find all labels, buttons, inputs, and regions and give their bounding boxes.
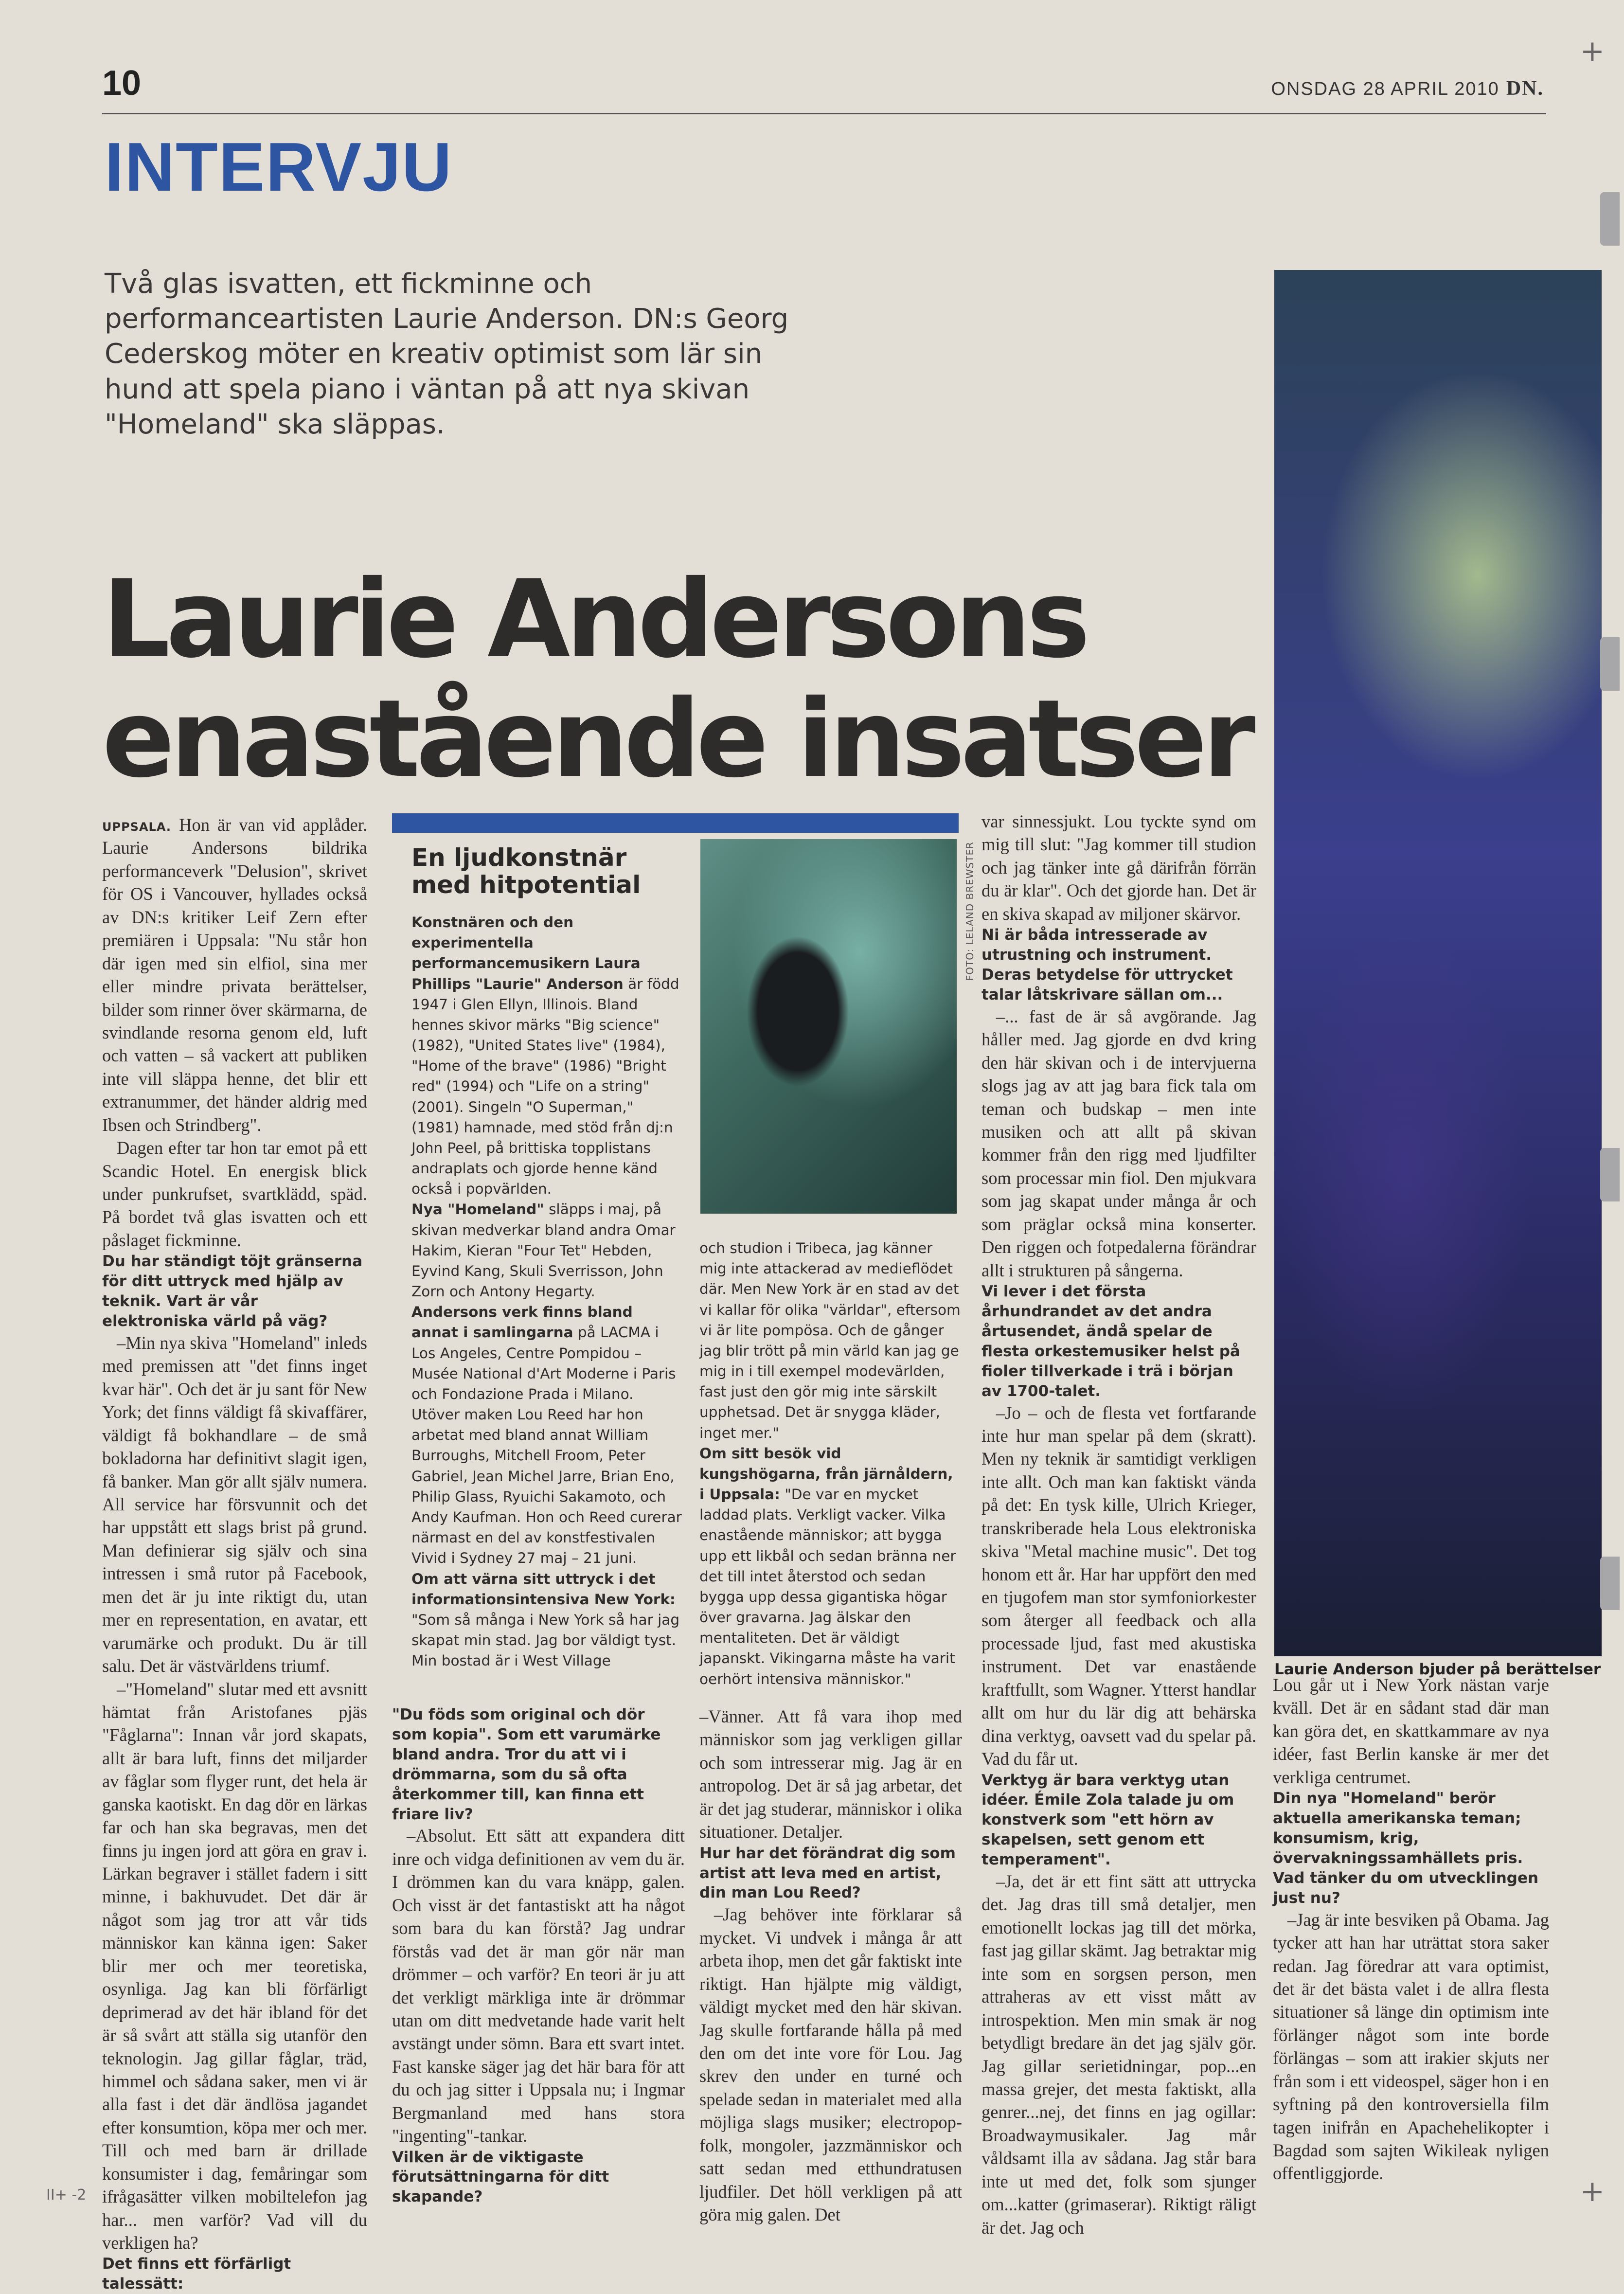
- interview-question: Vilken är de viktigaste förutsättningarna för ditt skapande?: [392, 2148, 609, 2206]
- hero-photo: [1274, 270, 1602, 1656]
- factbox-paragraph: [699, 1443, 962, 1689]
- factbox-text: och studion i Tribeca, jag känner mig inte attackerad av medieflödet där. Men New York är en stad av det vi kallar för olika "världar", eftersom vi är lite pompösa. Och de gånger jag blir trött på min värld kan jag ge mig in i till exempel modevärlden, fast just den gör mig inte särskilt upphetsad. Det är snygga kläder, inget mer.": [699, 1240, 961, 1441]
- factbox-continuation: [699, 1238, 962, 1689]
- factbox-paragraph: [411, 1199, 684, 1302]
- issue-date: ONSDAG 28 APRIL 2010: [1271, 79, 1499, 99]
- article-column-1: [102, 813, 367, 2294]
- edge-tab: [1600, 192, 1620, 246]
- article-dateline: UPPSALA.: [102, 820, 179, 834]
- edge-tab: [1600, 637, 1620, 691]
- article-paragraph: var sinnessjukt. Lou tyckte synd om mig till slut: "Jag kommer till studion och jag tänker inte gå därifrån förrän du är klar". Och det gjorde han. Det är en skiva skapad av miljoner skärvor.: [982, 811, 1256, 924]
- factbox-lead: Konstnären och den experimentella performancemusikern Laura Phillips "Laurie" Anderson: [411, 914, 641, 992]
- article-paragraph: –Min nya skiva "Homeland" inleds med premissen att "det finns inget kvar här". Och det är ju sant för New York; det finns väldigt få skivaffärer, väldigt få bokhandlare – de små bokladorna har definitivt slagit igen, få banker. Man gör allt själv numera. All service har försvunnit och det har uppstått ett slags brist på grund. Man definierar sig själv och sina intressen i små rutor på Facebook, men det är ju inte riktigt du, utan mer en representation, en avatar, ett varumärke och produkt. Du är till salu. Det är västvärldens triumf.: [102, 1332, 367, 1676]
- section-label: INTERVJU: [105, 128, 453, 206]
- factbox-text: släpps i maj, på skivan medverkar bland andra Omar Hakim, Kieran "Four Tet" Hebden, Eyvind Kang, Skuli Sverrisson, John Zorn och Antony Hegarty.: [411, 1201, 676, 1300]
- inset-photo: [700, 839, 957, 1214]
- interview-question: Din nya "Homeland" berör aktuella amerikanska teman; konsumism, krig, övervakningssamhällets pris. Vad tänker du om utvecklingen just nu?: [1273, 1790, 1539, 1907]
- edge-tab: [1600, 1148, 1620, 1201]
- interview-question: Du har ständigt töjt gränserna för ditt uttryck med hjälp av teknik. Vart är vår elektroniska värld på väg?: [102, 1253, 363, 1330]
- factbox-bar: [392, 813, 959, 833]
- crop-mark-top: +: [1580, 34, 1605, 68]
- interview-question: Verktyg är bara verktyg utan idéer. Émile Zola talade ju om konstverk som "ett hörn av skapelsen, sett genom ett temperament".: [982, 1771, 1234, 1869]
- factbox-lead: Om att värna sitt uttryck i det informationsintensiva New York:: [411, 1570, 676, 1608]
- factbox-lead: Om sitt besök vid kungshögarna, från järnåldern, i Uppsala:: [699, 1445, 953, 1503]
- factbox-text: "De var en mycket laddad plats. Verkligt vacker. Vilka enastående människor; att bygga upp ett likbål och sedan bränna ner det till intet återstod och sedan bygga upp dessa gigantiska högar över gravarna. Jag älskar den mentaliteten. Det är väldigt japanskt. Vikingarna måste ha varit oerhört intensiva människor.": [699, 1486, 956, 1687]
- dateline: [1271, 77, 1544, 100]
- article-column-4: [982, 810, 1256, 2239]
- factbox-paragraph: [411, 912, 684, 1199]
- factbox-lead: Nya "Homeland": [411, 1201, 544, 1218]
- interview-question: Vi lever i det första århundrandet av det andra årtusendet, ändå spelar de flesta orkestemusiker helst på fioler tillverkade i trä i början av 1700-talet.: [982, 1283, 1240, 1400]
- factbox-text: på LACMA i Los Angeles, Centre Pompidou – Musée National d'Art Moderne i Paris och Fondazione Prada i Milano. Utöver maken Lou Reed har hon arbetat med bland annat William Burroughs, Mitchell Froom, Peter Gabriel, Jean Michel Jarre, Brian Eno, Philip Glass, Ryuichi Sakamoto, och Andy Kaufman. Hon och Reed curerar närmast en del av konstfestivalen Vivid i Sydney 27 maj – 21 juni.: [411, 1324, 682, 1567]
- interview-question: "Du föds som original och dör som kopia". Som ett varumärke bland andra. Tror du att vi i drömmarna, som du så ofta återkommer till, kan finna ett friare liv?: [392, 1706, 661, 1823]
- article-paragraph: –Jo – och de flesta vet fortfarande inte hur man spelar på dem (skratt). Men ny teknik är samtidigt verkligen inte allt. Och man kan faktiskt vända på det: En tysk kille, Ulrich Krieger, transkriberade hela Lous elektroniska skiva "Metal machine music". Det tog honom ett år. Har har uppfört den med en tjugofem man stor symfoniorkester som återger all feedback och alla processade ljud, fast med akustiska instrument. Det var enastående kraftfullt, som Wagner. Ytterst handlar allt om hur du lär dig att behärska dina verktyg, oavsett vad du spelar på. Vad du får ut.: [982, 1402, 1256, 1769]
- article-paragraph: UPPSALA. Hon är van vid applåder. Laurie Andersons bildrika performanceverk "Delusion", skrivet för OS i Vancouver, hyllades också av DN:s kritiker Leif Zern efter premiären i Uppsala: "Nu står hon där igen med sin elfiol, sina mer eller mindre privata berättelser, bilder som rinner över skärmarna, de svindlande resorna genom eld, luft och vatten – så vackert att publiken inte vill släppa henne, det blir ett extranummer, det händer aldrig med Ibsen och Strindberg".: [102, 815, 367, 1135]
- header-rule: [102, 113, 1546, 114]
- ingress: Två glas isvatten, ett fickminne och performanceartisten Laurie Anderson. DN:s Georg Cederskog möter en kreativ optimist som lär sin hund att spela piano i väntan på att nya skivan "Homeland" ska släppas.: [105, 268, 789, 440]
- interview-question: Det finns ett förfärligt talessätt:: [102, 2255, 291, 2293]
- article-paragraph: –Jag är inte besviken på Obama. Jag tycker att han har uträttat stora saker redan. Jag föredrar att vara optimist, det är det bästa valet i de allra flesta situationer så länge din optimism inte förlänger något som inte borde förlängas – som att irakier skjuts ner från som i ett videospel, säger hon i en syftning på den kontroversiella film tagen inifrån en Apachehelikopter i Bagdad som sajten Wikileak nyligen offentliggjorde.: [1273, 1909, 1549, 2184]
- factbox-text: "Som så många i New York så har jag skapat min stad. Jag bor väldigt tyst. Min bostad är i West Village: [411, 1611, 680, 1669]
- edge-tab: [1600, 1557, 1620, 1610]
- factbox-paragraph: [411, 1302, 684, 1568]
- page-number: 10: [102, 64, 142, 103]
- hero-photo-caption: Laurie Anderson bjuder på berättelser: [1274, 1661, 1601, 1678]
- factbox-paragraph: [699, 1238, 962, 1443]
- photo-credit: FOTO: LELAND BREWSTER: [964, 842, 976, 981]
- factbox-text: är född 1947 i Glen Ellyn, Illinois. Bland hennes skivor märks "Big science" (1982), "United States live" (1984), "Home of the brave" (1986) "Bright red" (1994) och "Life on a string" (2001). Singeln "O Superman," (1981) hamnade, med stöd från dj:n John Peel, på brittiska topplistans andraplats och gjorde henne känd också i popvärlden.: [411, 975, 679, 1198]
- article-paragraph: –... fast de är så avgörande. Jag håller med. Jag gjorde en dvd kring den här skivan och i de intervjuerna slogs jag av att jag bara fick tala om teman och budskap – men inte musiken och att allt på skivan kommer från den rigg med ljudfilter som processar min fiol. Den mjukvara som jag skapat under många år och som präglar också mina konserter. Den riggen och fotpedalerna förändrar allt i strukturen på sångerna.: [982, 1006, 1256, 1280]
- article-paragraph: –Absolut. Ett sätt att expandera ditt inre och vidga definitionen av vem du är. I drömmen kan du vara knäpp, galen. Och visst är det fantastiskt att ha något som bara du kan förstå? Jag undrar förstås vad det är man gör när man drömmer – och varför? En teori är ju att det verkligt märkliga inte är drömmar utan om ditt medvetande hade varit helt avstängt under sömn. Bara ett svart intet. Fast kanske säger jag det här bara för att du och jag sitter i Uppsala nu; i Ingmar Bergmanland med hans stora "ingenting"-tankar.: [392, 1826, 685, 2146]
- factbox-paragraph: [411, 1569, 684, 1671]
- footer-mark: II+ -2: [46, 2186, 87, 2204]
- interview-question: Hur har det förändrat dig som artist att leva med en artist, din man Lou Reed?: [699, 1844, 956, 1902]
- factbox-title: En ljudkonstnär med hitpotential: [411, 843, 641, 899]
- article-column-5: [1273, 1673, 1549, 2185]
- factbox: [392, 839, 684, 1671]
- article-column-2: [392, 1705, 685, 2207]
- crop-mark-bottom: +: [1580, 2174, 1605, 2208]
- article-paragraph: –"Homeland" slutar med ett avsnitt hämtat från Aristofanes pjäs "Fåglarna": Innan vår jord skapats, allt är bara luft, finns det miljarder av fåglar som flyger runt, det hela är ganska kaotiskt. En dag dör en lärkas far och han ska begravas, men det finns ju ingen jord att göra en grav i. Lärkan begraver i stället fadern i sitt minne, i bakhuvudet. Det där är något som jag tror att vår tids människor kan känna igen: Saker blir mer och mer teoretiska, osynliga. Jag kan bli förfärligt deprimerad av det här ibland för det är så svårt att ställa sig utanför den teknologin. Jag gillar fåglar, träd, himmel och sådana saker, men vi är alla fast i det där ändlösa jagandet efter konsumtion, köpa mer och mer. Till och med barn är drillade konsumister i dag, femåringar som ifrågasätter vilken mobiltelefon jag har... men varför? Vad vill du verkligen ha?: [102, 1679, 367, 2253]
- article-paragraph: Lou går ut i New York nästan varje kväll. Det är en sådant stad där man kan göra det, en skattkammare av nya idéer, fast Berlin kanske är mer det verkliga centrumet.: [1273, 1675, 1549, 1787]
- article-paragraph: Dagen efter tar hon tar emot på ett Scandic Hotel. En energisk blick under punkrufset, svartklädd, späd. På bordet två glas isvatten och ett påslaget fickminne.: [102, 1138, 367, 1250]
- interview-question: Ni är båda intresserade av utrustning och instrument. Deras betydelse för uttrycket talar låtskrivare sällan om...: [982, 926, 1233, 1004]
- article-paragraph: –Jag behöver inte förklarar så mycket. Vi undvek i många år att arbeta ihop, men det går faktiskt inte riktigt. Han hjälpte mig väldigt, väldigt mycket med den här skivan. Jag skulle fortfarande hålla på med den om det inte vore för Lou. Jag skrev den under en turné och spelade sedan in materialet med alla möjliga slags musiker; electropop-folk, mongoler, jazzmänniskor och satt sedan med etthundratusen ljudfiler. Det höll verkligen på att göra mig galen. Det: [699, 1904, 962, 2225]
- article-paragraph: –Vänner. Att få vara ihop med människor som jag verkligen gillar och som intresserar mig. Jag är en antropolog. Det är så jag arbetar, det är det jag studerar, människor i olika situationer. Detaljer.: [699, 1706, 962, 1842]
- article-paragraph: –Ja, det är ett fint sätt att uttrycka det. Jag dras till små detaljer, men emotionellt lockas jag till det mörka, fast jag gillar skämt. Jag betraktar mig inte som en sorgsen person, men attraheras av ett visst mått av introspektion. Men min smak är nog betydligt bredare än det jag själv gör. Jag gillar serietidningar, pop...en massa grejer, det mesta faktiskt, alla genrer...nej, det finns en jag ogillar: Broadwaymusikaler. Jag mår våldsamt illa av sådana. Jag står bara inte ut med det, folk som sjunger om...katter (grimaserar). Riktigt räligt är det. Jag och: [982, 1871, 1256, 2238]
- headline: Laurie Andersons enastående insatser: [102, 557, 1251, 802]
- dn-logo: DN.: [1506, 77, 1544, 100]
- factbox-body: [411, 912, 684, 1671]
- factbox-lead: Andersons verk finns bland annat i samlingarna: [411, 1304, 633, 1341]
- article-column-3: [699, 1705, 962, 2226]
